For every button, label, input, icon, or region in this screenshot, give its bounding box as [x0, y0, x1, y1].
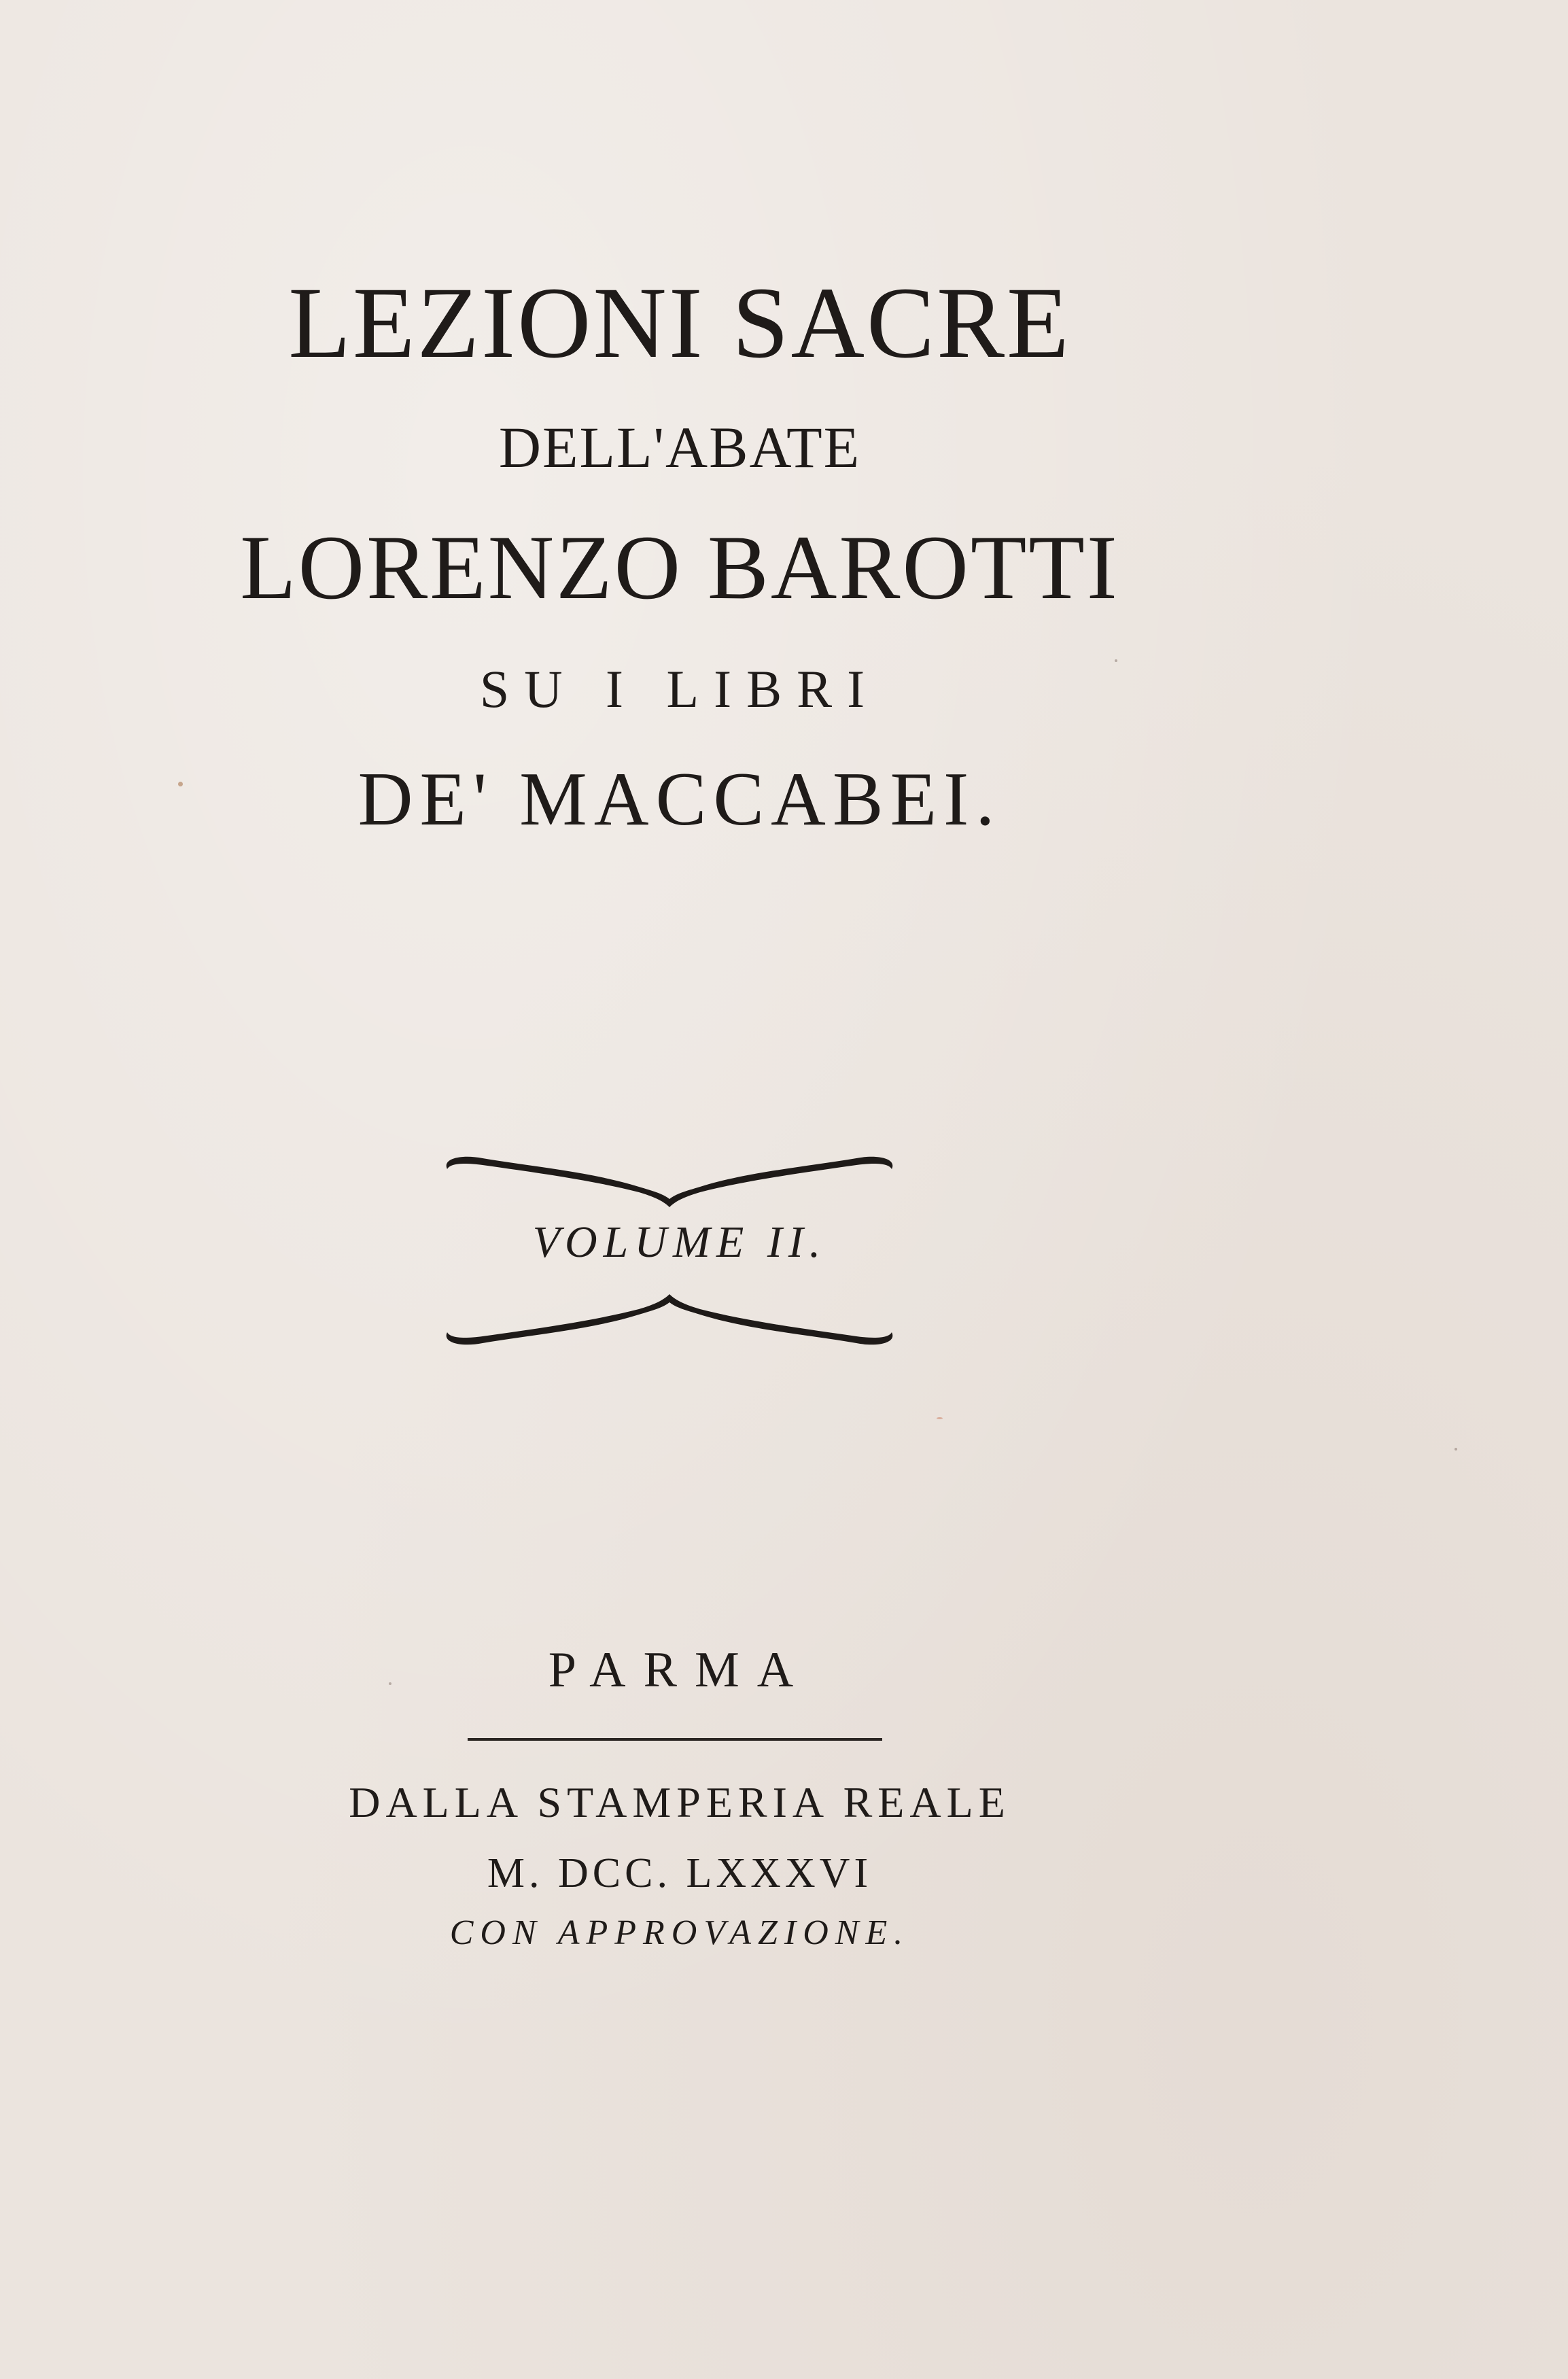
volume-label: VOLUME II. [532, 1217, 827, 1267]
paper-speck [1454, 1448, 1457, 1451]
author-name: LORENZO BAROTTI [240, 517, 1119, 619]
flourish-ornament-top [435, 1149, 904, 1210]
place-of-publication: PARMA [548, 1642, 812, 1698]
divider-rule [468, 1738, 882, 1741]
publication-year: M. DCC. LXXXVI [487, 1850, 873, 1896]
subject-title: DE' MACCABEI. [358, 757, 1002, 841]
book-title: LEZIONI SACRE [288, 266, 1071, 379]
paper-speck [937, 1417, 943, 1419]
paper-speck [178, 782, 183, 786]
printer-name: DALLA STAMPERIA REALE [349, 1778, 1011, 1826]
author-prefix: DELL'ABATE [498, 415, 861, 480]
approval-note: CON APPROVAZIONE. [449, 1913, 910, 1952]
subject-line: SU I LIBRI [479, 659, 880, 718]
flourish-ornament-bottom [435, 1291, 904, 1353]
paper-speck [1115, 659, 1117, 662]
paper-speck [389, 1682, 391, 1685]
